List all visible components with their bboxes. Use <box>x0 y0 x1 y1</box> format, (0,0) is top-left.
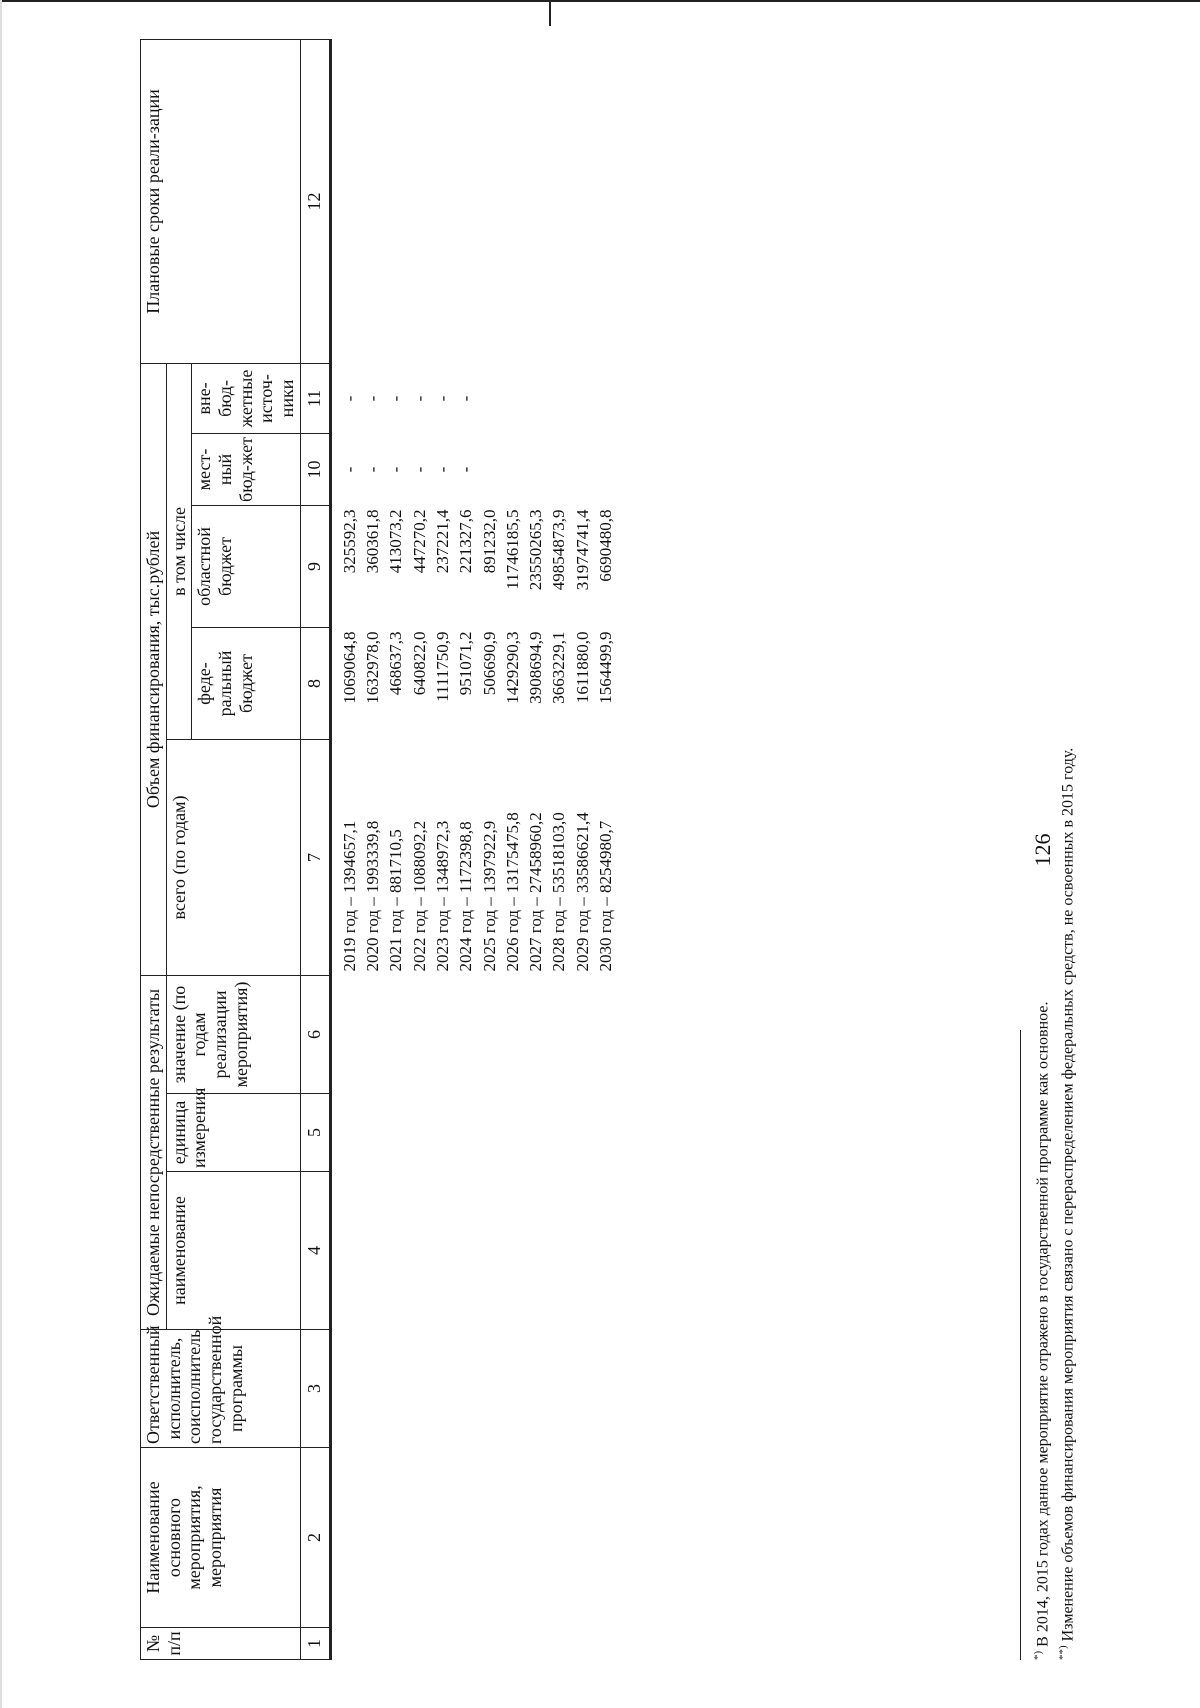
cell-value: 640822,0 <box>409 631 429 696</box>
cell-value: - <box>456 395 476 402</box>
cell-value <box>594 367 617 429</box>
funding-local-cell <box>330 433 617 505</box>
col-number: 12 <box>300 39 330 363</box>
cell-value: 1069064,8 <box>339 631 359 704</box>
cell-value: 1564499,9 <box>596 631 616 704</box>
scan-left-edge <box>0 0 2 1708</box>
header-funding-extra: вне-бюд-жетные источ-ники <box>192 363 300 433</box>
header-funding-total: всего (по годам) <box>166 739 300 975</box>
cell-value: - <box>456 466 476 473</box>
cell-value: - <box>339 395 359 402</box>
cell-value: - <box>433 466 452 473</box>
col-number: 1 <box>300 1628 330 1660</box>
cell-value: 2025 год – 1397922,9 <box>479 820 499 972</box>
col-number: 6 <box>300 975 330 1093</box>
cell-value: 891232,0 <box>479 509 499 574</box>
cell-value: - <box>433 395 452 402</box>
cell-value: 237221,4 <box>433 509 452 574</box>
cell-value: 3908694,9 <box>526 631 546 704</box>
cell-value: 2026 год – 13175475,8 <box>502 812 522 972</box>
col-number: 11 <box>300 363 330 433</box>
header-funding-federal: феде-ральный бюджет <box>192 627 300 739</box>
header-results-group: Ожидаемые непосредственные результаты <box>141 975 167 1329</box>
cell-value: 49854873,9 <box>549 509 569 591</box>
col-number: 10 <box>300 433 330 505</box>
cell-value: 951071,2 <box>456 631 476 696</box>
header-results-unit: единица измерения <box>166 1094 300 1172</box>
cell-value: 1111750,9 <box>433 631 452 702</box>
header-funding-group: Объем финансирования, тыс.рублей <box>141 363 167 975</box>
cell-value <box>547 367 570 429</box>
cell-value: 506690,9 <box>479 631 499 696</box>
cell-value: 31974741,4 <box>572 509 592 591</box>
cell-value: 447270,2 <box>409 509 429 574</box>
rotated-page <box>140 40 1140 1660</box>
header-funding-local: мест-ный бюд-жет <box>192 433 300 505</box>
cell-value: 468637,3 <box>386 631 406 696</box>
cell-value <box>478 367 501 429</box>
footnote: **) Изменение объемов финансирования мероприятия связано с перераспределением федеральных средств, не освоенных в 2015 году. <box>1057 747 1077 1660</box>
cell-value <box>501 437 524 501</box>
cell-value: 325592,3 <box>339 509 359 574</box>
cell-value <box>501 367 524 429</box>
col-number: 5 <box>300 1094 330 1172</box>
funding-regional-cell <box>330 505 617 627</box>
cell-value: 1429290,3 <box>502 631 522 704</box>
cell-value <box>478 437 501 501</box>
header-results-name: наименование <box>166 1172 300 1330</box>
cell-value: - <box>386 395 406 402</box>
cell-value: 413073,2 <box>386 509 406 574</box>
cell-value: 2019 год – 1394657,1 <box>339 820 359 972</box>
cell-value <box>571 437 594 501</box>
col-number: 9 <box>300 505 330 627</box>
header-terms: Плановые сроки реали-зации <box>141 39 301 363</box>
col-number: 4 <box>300 1172 330 1330</box>
header-funding-regional: областной бюджет <box>192 505 300 627</box>
col-number: 3 <box>300 1330 330 1448</box>
cell-value: 2022 год – 1088092,2 <box>409 820 429 972</box>
page-number: 126 <box>1030 833 1055 867</box>
cell-value <box>547 437 570 501</box>
funding-extra-cell <box>330 363 617 433</box>
cell-value: 23550265,3 <box>526 509 546 591</box>
col-number: 8 <box>300 627 330 739</box>
cell-value: 2023 год – 1348972,3 <box>433 820 452 972</box>
header-results-value: значение (по годам реализации мероприятия) <box>166 975 300 1093</box>
cell-value: - <box>409 466 429 473</box>
funding-total-cell <box>330 739 617 975</box>
cell-value: 2027 год – 27458960,2 <box>526 812 546 972</box>
cell-value: 2020 год – 1993339,8 <box>363 820 383 972</box>
scan-top-edge <box>0 0 1200 2</box>
cell-value: 1611880,0 <box>572 631 592 704</box>
cell-value: - <box>339 466 359 473</box>
cell-value <box>594 437 617 501</box>
cell-value <box>524 367 547 429</box>
cell-value: 1632978,0 <box>363 631 383 704</box>
cell-value <box>524 437 547 501</box>
cell-value: - <box>363 466 383 473</box>
header-num: № п/п <box>141 1628 301 1660</box>
footnotes <box>1028 240 1079 1660</box>
footnote-divider <box>1020 1030 1021 1660</box>
header-responsible: Ответственный исполнитель, соисполнитель государственной программы <box>141 1330 301 1448</box>
cell-value: 2029 год – 33586621,4 <box>572 812 592 972</box>
cell-value: 3663229,1 <box>549 631 569 704</box>
scan-mark <box>549 0 551 26</box>
cell-value: 11746185,5 <box>502 509 522 590</box>
col-number: 7 <box>300 739 330 975</box>
cell-value: 2028 год – 53518103,0 <box>549 812 569 972</box>
cell-value: - <box>386 466 406 473</box>
cell-value: 221327,6 <box>456 509 476 574</box>
cell-value: - <box>409 395 429 402</box>
funding-federal-cell <box>330 627 617 739</box>
table-row <box>330 39 617 1659</box>
cell-value <box>571 367 594 429</box>
header-funding-including: в том числе <box>166 363 192 739</box>
funding-table <box>140 39 617 1660</box>
cell-value: 2024 год – 1172398,8 <box>456 821 476 972</box>
footnote: *) В 2014, 2015 годах данное мероприятие отражено в государственной программе как основное. <box>1032 1001 1052 1660</box>
cell-value: 2030 год – 8254980,7 <box>596 820 616 972</box>
cell-value: 360361,8 <box>363 509 383 574</box>
cell-value: 6690480,8 <box>596 509 616 582</box>
cell-value: 2021 год – 881710,5 <box>386 829 406 972</box>
cell-value: - <box>363 395 383 402</box>
header-name: Наименование основного мероприятия, мероприятия <box>141 1448 301 1628</box>
col-number: 2 <box>300 1448 330 1628</box>
